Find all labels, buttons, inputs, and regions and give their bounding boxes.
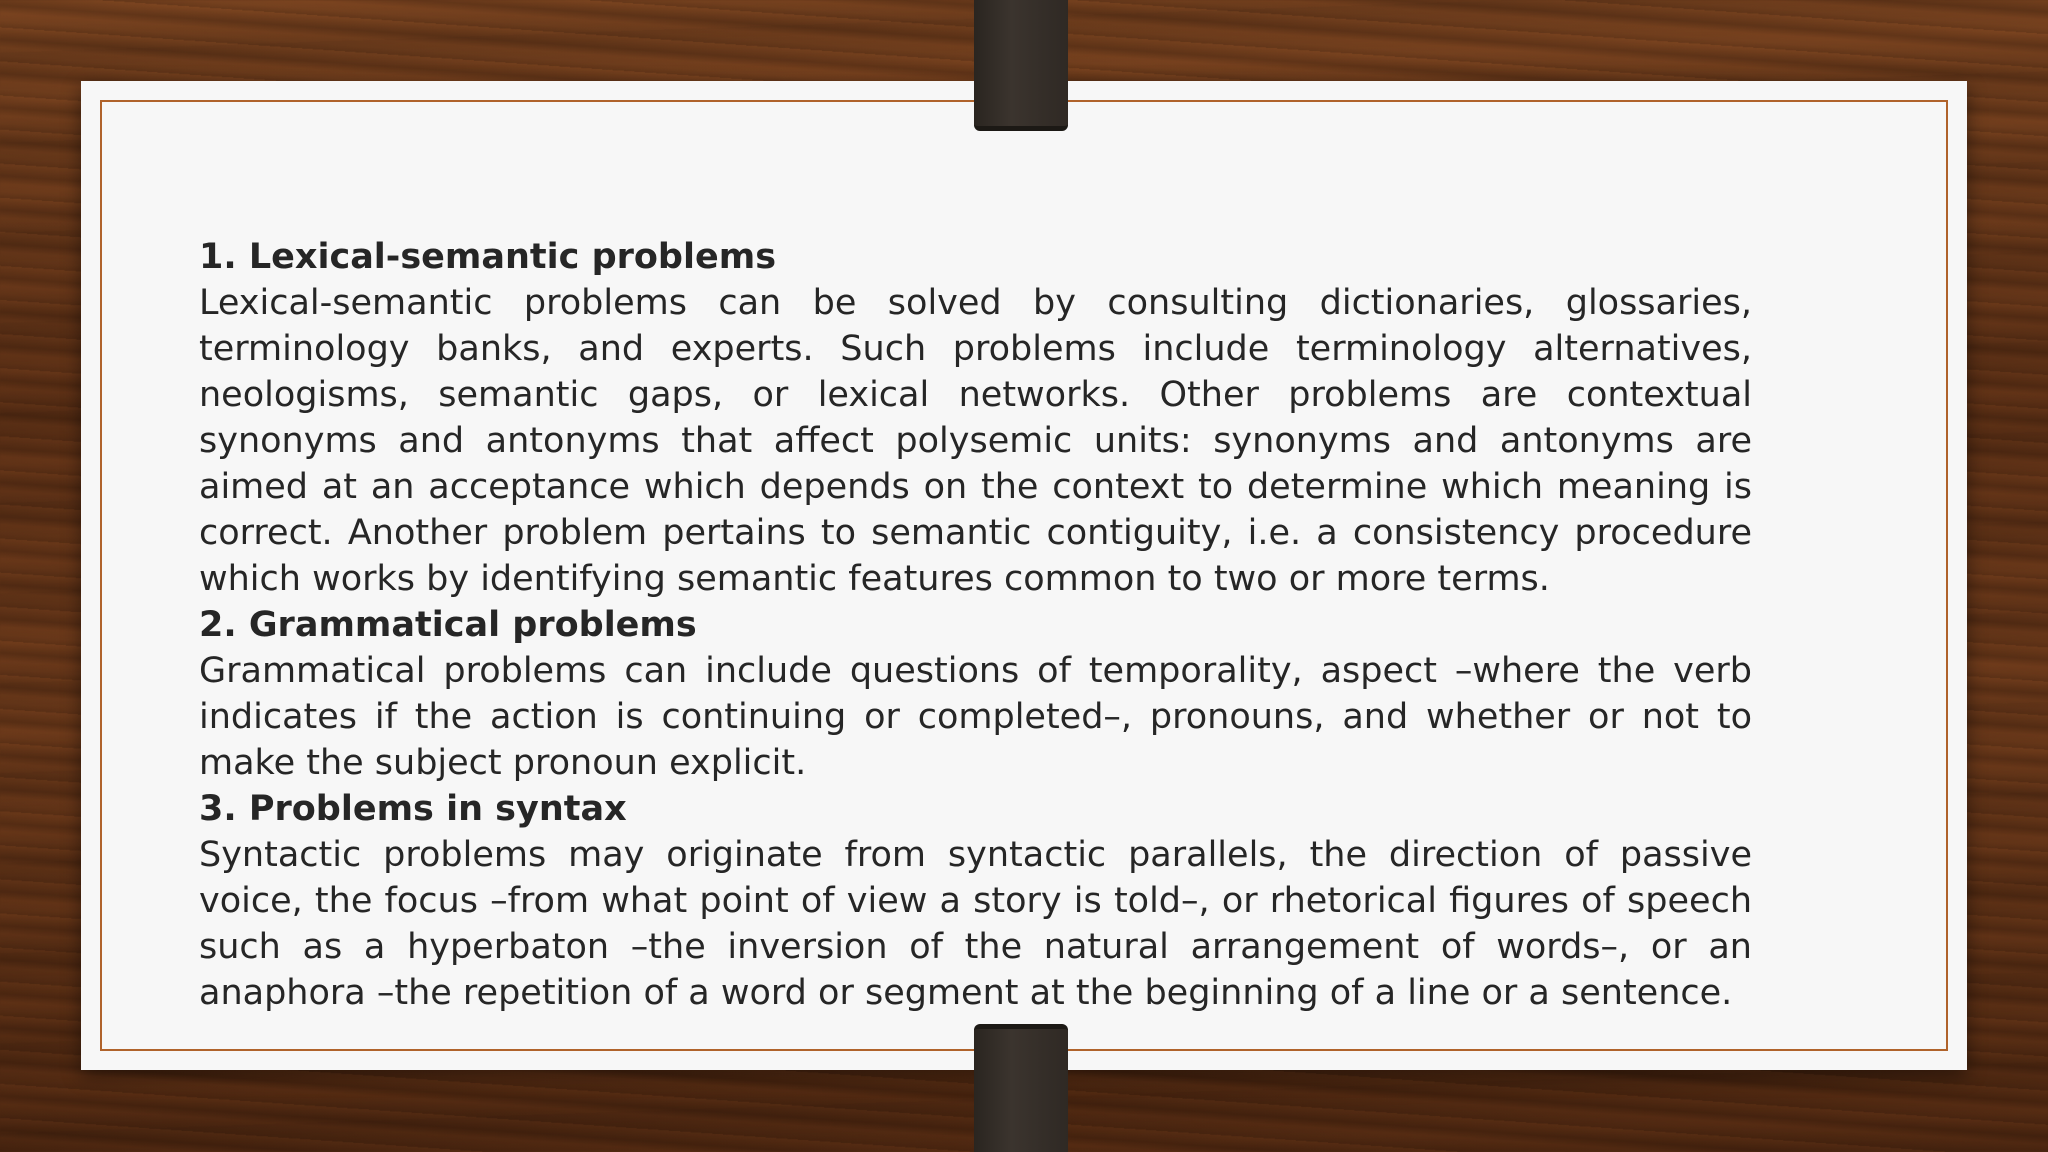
section-body-syntax: Syntactic problems may originate from syntactic parallels, the direction of passive voice, the focus –from what point of view a story is told–, or rhetorical figures of speech such as a hyperbaton –the inversion of the natural arrangement of words–, or an anaphora –the repetition of a word or segment at the beginning of a line or a sentence. [199,835,1752,1013]
section-heading-grammatical: 2. Grammatical problems [199,605,697,645]
section-heading-syntax: 3. Problems in syntax [199,789,627,829]
section-body-lexical-semantic: Lexical-semantic problems can be solved by consulting dictionaries, glossaries, terminology banks, and experts. Such problems include terminology alternatives, neologisms, semantic gaps, or lexical networks. Other problems are contextual synonyms and antonyms that affect polysemic units: synonyms and antonyms are aimed at an acceptance which depends on the context to determine which meaning is correct. Another problem pertains to semantic contiguity, i.e. a consistency procedure which works by identifying semantic features common to two or more terms. [199,283,1752,599]
slide-content [199,234,1752,1016]
section-heading-lexical-semantic: 1. Lexical-semantic problems [199,237,777,277]
section-body-grammatical: Grammatical problems can include questions of temporality, aspect –where the verb indicates if the action is continuing or completed–, pronouns, and whether or not to make the subject pronoun explicit. [199,651,1752,783]
top-binder-clip [974,0,1068,131]
bottom-binder-clip [974,1024,1068,1152]
